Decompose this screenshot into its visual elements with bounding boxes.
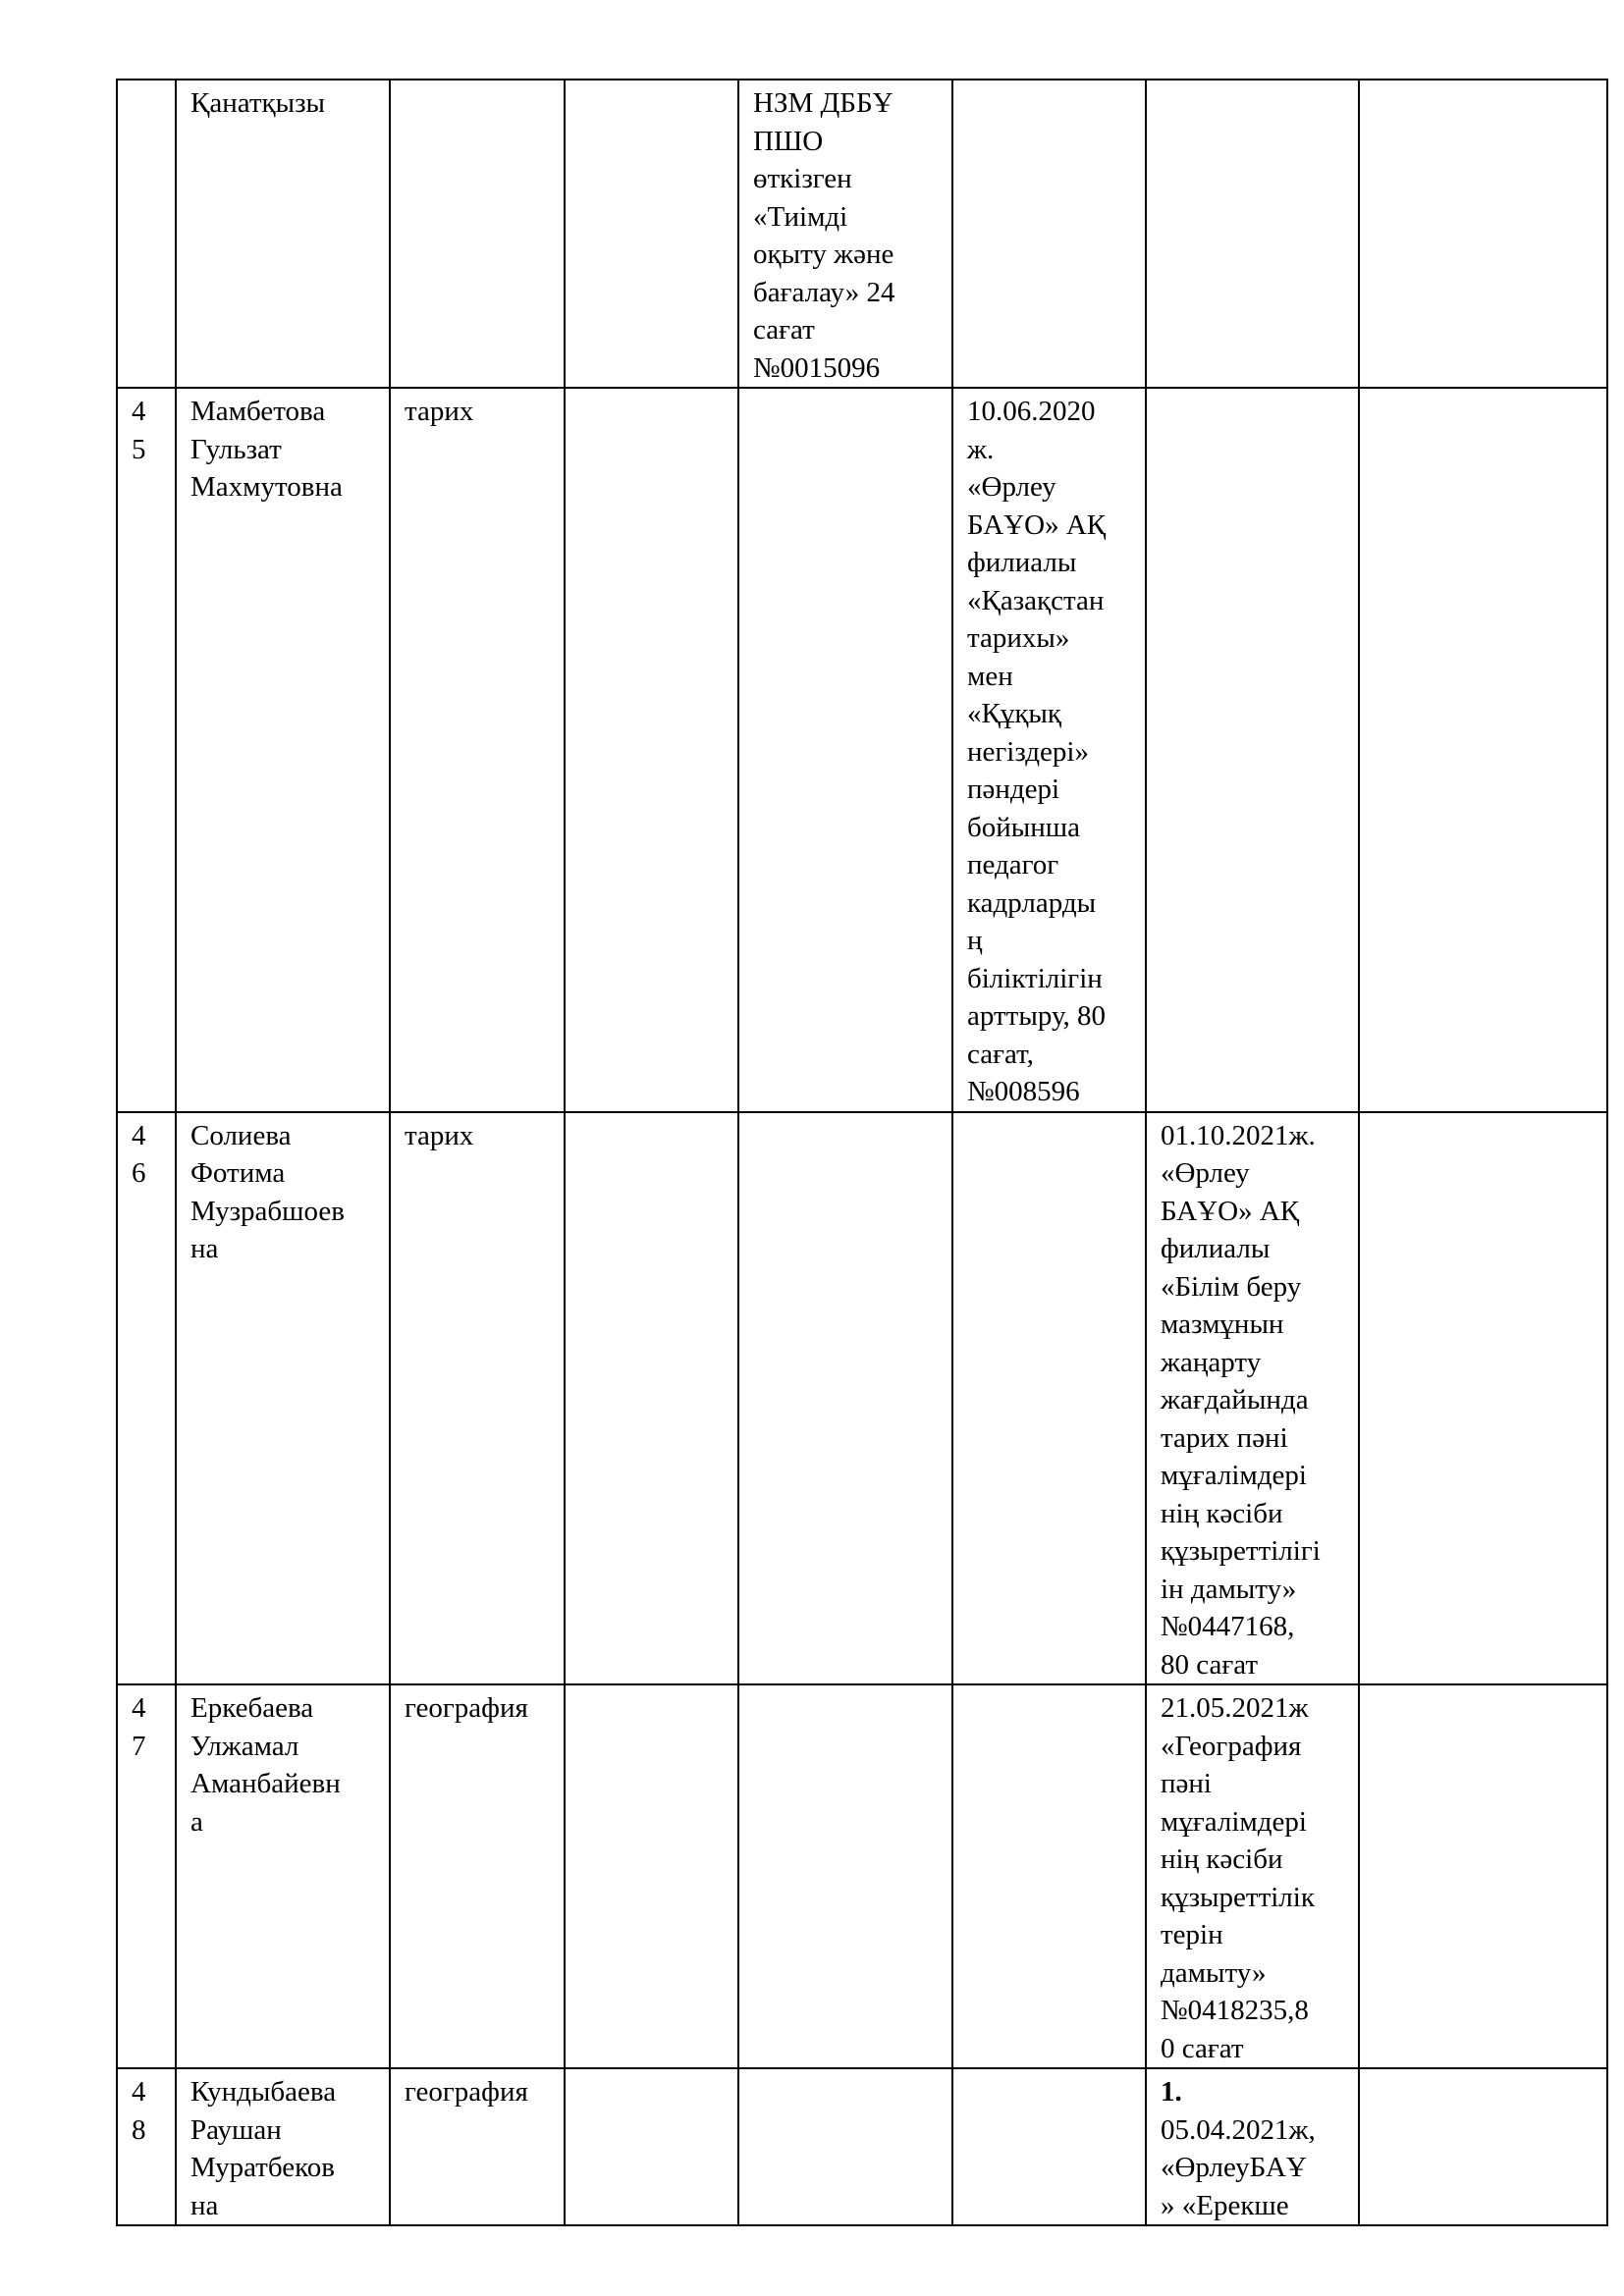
column-5-cell: НЗМ ДББҰ ПШО өткізген «Тиімді оқыту және бағалау» 24 сағат №0015096	[738, 80, 952, 388]
column-7-cell: 01.10.2021ж. «Өрлеу БАҰО» АҚ филиалы «Білім беру мазмұнын жаңарту жағдайында тарих пәні мұғалімдері нің кәсіби құзыреттілігі ін дамыту» №0447168, 80 сағат	[1146, 1112, 1359, 1685]
teacher-name-cell: Еркебаева Улжамал Аманбайевн а	[176, 1684, 390, 2068]
table-row	[117, 80, 1607, 388]
column-8-cell	[1359, 388, 1607, 1112]
subject-cell	[390, 80, 565, 388]
column-8-cell	[1359, 1112, 1607, 1685]
subject-cell: тарих	[390, 1112, 565, 1685]
row-number-cell	[117, 80, 176, 388]
list-number: 1.	[1161, 2076, 1182, 2108]
subject-cell: география	[390, 1684, 565, 2068]
column-4-cell	[565, 2068, 738, 2225]
column-4-cell	[565, 80, 738, 388]
column-7-cell: 1. 05.04.2021ж, «ӨрлеуБАҰ » «Ерекше	[1146, 2068, 1359, 2225]
table-row	[117, 388, 1607, 1112]
column-6-cell: 10.06.2020 ж. «Өрлеу БАҰО» АҚ филиалы «Қазақстан тарихы» мен «Құқық негіздері» пәндері бойынша педагог кадрларды ң біліктілігін арттыру, 80 сағат, №008596	[952, 388, 1146, 1112]
column-7-cell: 21.05.2021ж «География пәні мұғалімдері нің кәсіби құзыреттілік терін дамыту» №0418235,8 0 сағат	[1146, 1684, 1359, 2068]
table-row	[117, 1684, 1607, 2068]
teachers-table	[116, 79, 1608, 2226]
column-5-cell	[738, 1684, 952, 2068]
subject-cell: тарих	[390, 388, 565, 1112]
table-row	[117, 1112, 1607, 1685]
row-number-cell: 4 6	[117, 1112, 176, 1685]
column-6-cell	[952, 1112, 1146, 1685]
column-8-cell	[1359, 80, 1607, 388]
row-number-cell: 4 5	[117, 388, 176, 1112]
column-4-cell	[565, 388, 738, 1112]
row-number-cell: 4 8	[117, 2068, 176, 2225]
teacher-name-cell: Кундыбаева Раушан Муратбеков на	[176, 2068, 390, 2225]
teacher-name-cell: Қанатқызы	[176, 80, 390, 388]
column-5-cell	[738, 388, 952, 1112]
row-number-cell: 4 7	[117, 1684, 176, 2068]
column-4-cell	[565, 1684, 738, 2068]
column-5-cell	[738, 2068, 952, 2225]
teacher-name-cell: Солиева Фотима Музрабшоев на	[176, 1112, 390, 1685]
column-8-cell	[1359, 2068, 1607, 2225]
column-7-cell	[1146, 388, 1359, 1112]
teacher-name-cell: Мамбетова Гульзат Махмутовна	[176, 388, 390, 1112]
column-8-cell	[1359, 1684, 1607, 2068]
column-5-cell	[738, 1112, 952, 1685]
table-row	[117, 2068, 1607, 2225]
column-6-cell	[952, 80, 1146, 388]
column-6-cell	[952, 1684, 1146, 2068]
column-7-cell	[1146, 80, 1359, 388]
column-6-cell	[952, 2068, 1146, 2225]
subject-cell: география	[390, 2068, 565, 2225]
column-4-cell	[565, 1112, 738, 1685]
